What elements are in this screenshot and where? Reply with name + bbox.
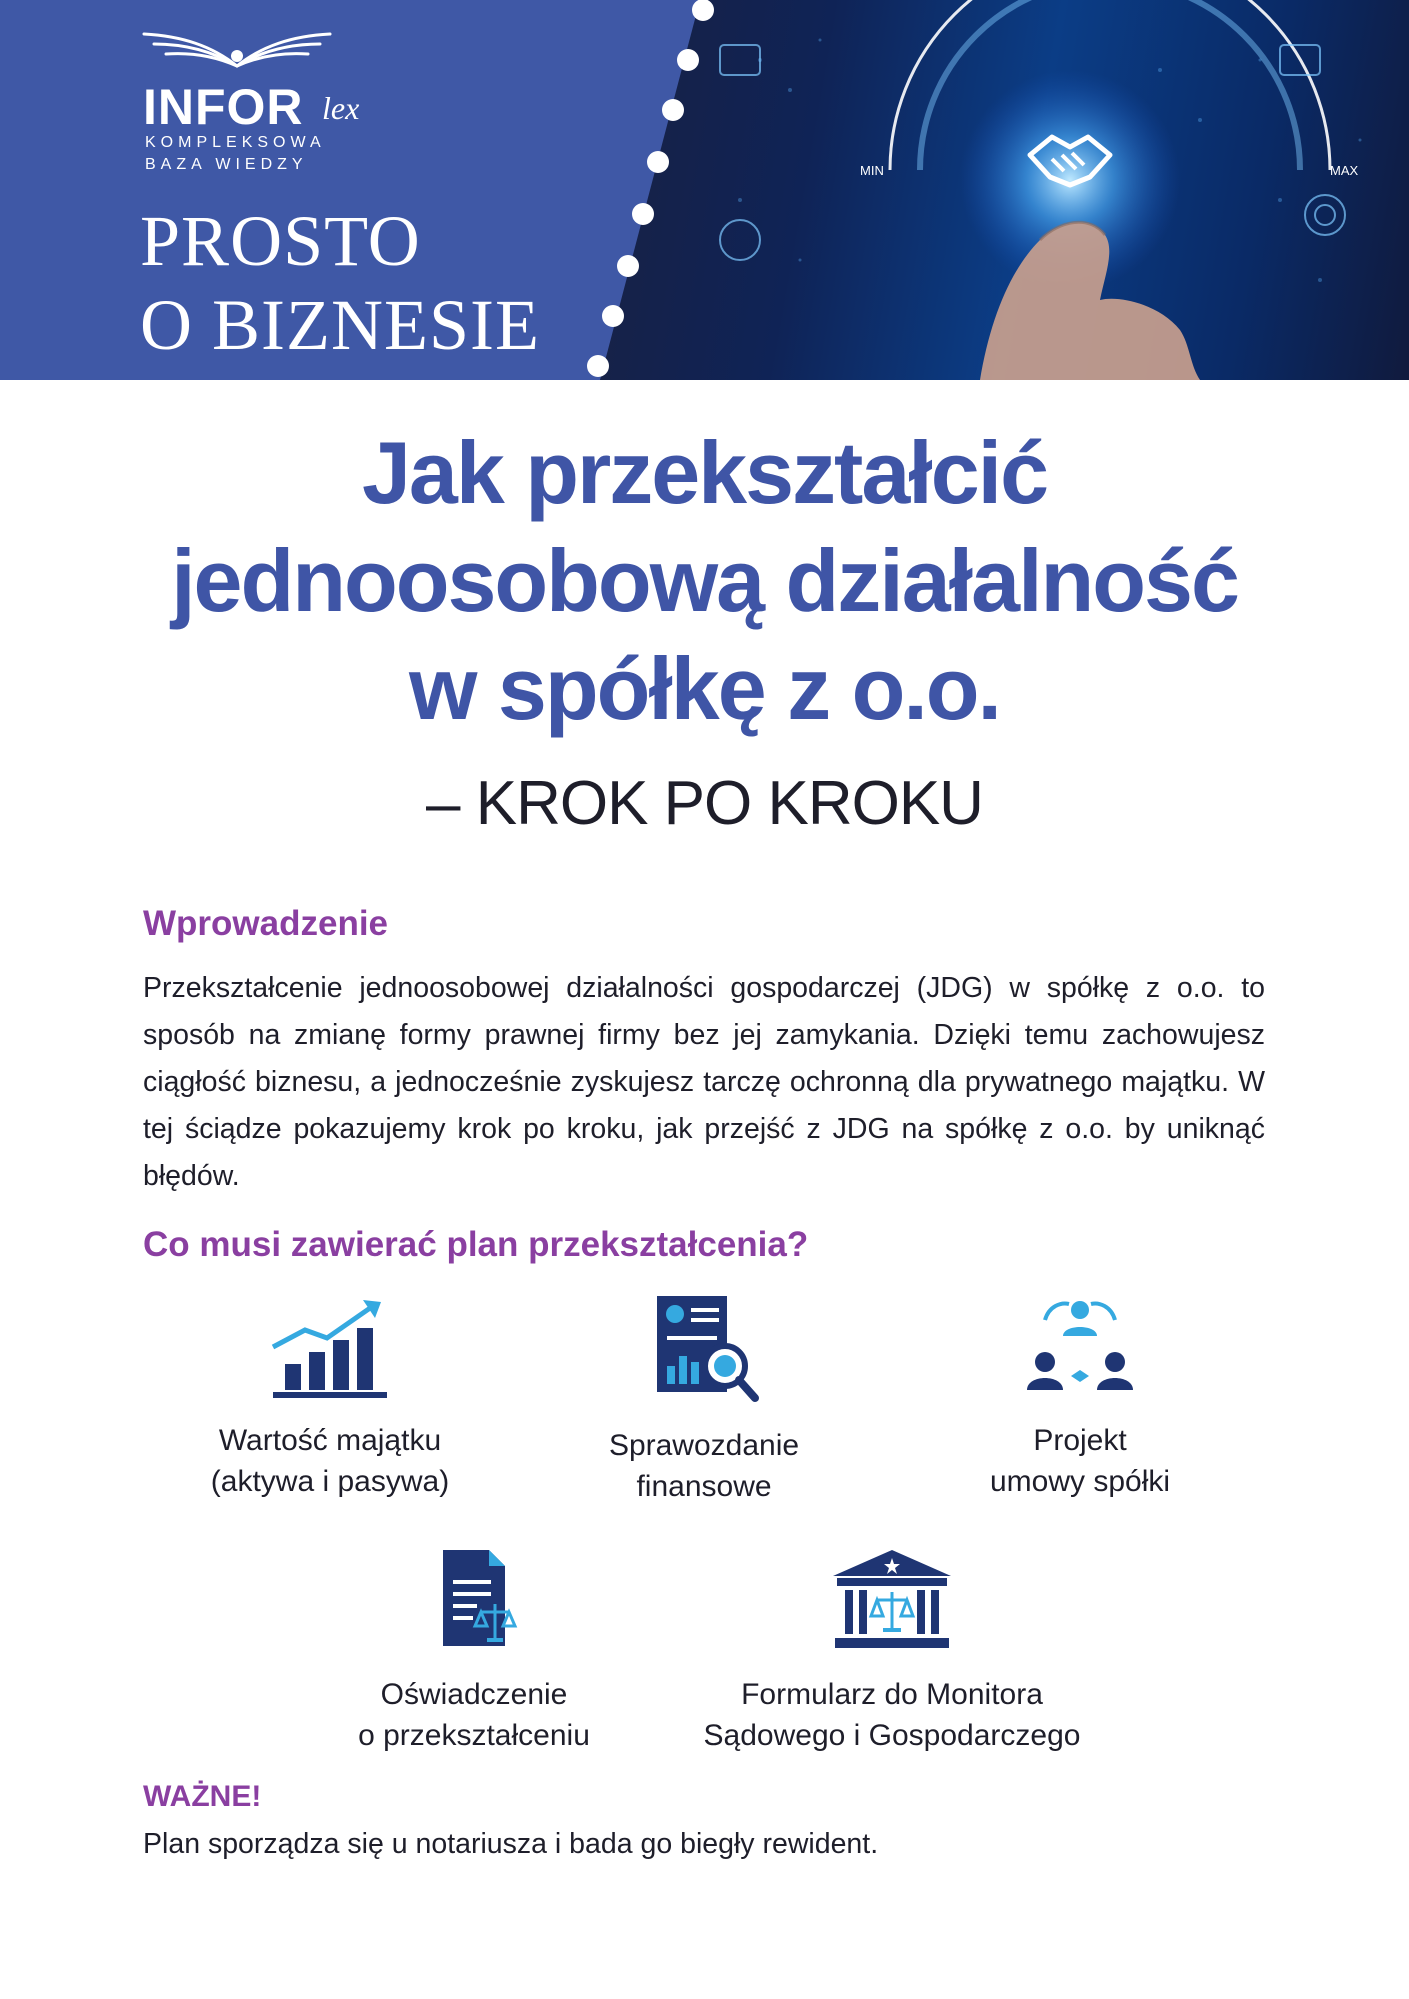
header-title-line2: O BIZNESIE	[140, 285, 540, 365]
dotted-divider	[0, 0, 720, 380]
plan-item-5-line2: Sądowego i Gospodarczego	[703, 1719, 1081, 1752]
intro-heading: Wprowadzenie	[143, 904, 389, 943]
important-text: Plan sporządza się u notariusza i bada go biegły rewident.	[143, 1828, 879, 1860]
plan-heading: Co musi zawierać plan przekształcenia?	[143, 1225, 809, 1264]
gauge-max-label: MAX	[1330, 163, 1359, 178]
team-agreement-icon	[1015, 1292, 1145, 1402]
main-title-line1: Jak przekształcić	[361, 423, 1048, 522]
plan-item-3-line2: umowy spółki	[989, 1465, 1171, 1498]
financial-report-icon	[639, 1292, 769, 1407]
brand-suffix: lex	[322, 90, 360, 126]
subtitle: – KROK PO KROKU	[426, 769, 983, 838]
intro-text: Przekształcenie jednoosobowej działalności gospodarczej (JDG) w spółkę z o.o. to sposób na zmianę formy prawnej firmy bez jej zamykania. Dzięki temu zachowujesz ciągłość biznesu, a jednocześnie zyskujesz tarczę ochronną dla prywatnego majątku. W tej ściądze pokazujemy krok po kroku, jak przejść z JDG na spółkę z o.o. by uniknąć błędów.	[143, 972, 1265, 1192]
plan-item-court-monitor-form	[702, 1546, 1082, 1756]
plan-item-articles-draft	[890, 1292, 1270, 1502]
courthouse-icon	[827, 1546, 957, 1656]
header-title-line1: PROSTO	[140, 201, 421, 281]
header-banner	[0, 0, 1409, 380]
plan-item-financial-statement	[514, 1292, 894, 1507]
legal-document-icon	[409, 1546, 539, 1656]
plan-item-3-line1: Projekt	[1033, 1424, 1127, 1457]
main-title-line2: jednoosobową działalność	[171, 531, 1238, 630]
brand-name: INFOR	[143, 79, 304, 135]
brand-tagline-1: KOMPLEKSOWA	[145, 134, 326, 151]
plan-item-2-line1: Sprawozdanie	[608, 1429, 800, 1462]
gauge-min-label: MIN	[860, 163, 884, 178]
main-title-line3: w spółkę z o.o.	[409, 639, 1000, 738]
plan-item-1-line1: Wartość majątku	[218, 1424, 442, 1457]
brand-tagline-2: BAZA WIEDZY	[145, 156, 308, 173]
plan-item-transformation-statement	[284, 1546, 664, 1756]
plan-item-asset-value	[140, 1292, 520, 1502]
plan-item-1-line2: (aktywa i pasywa)	[210, 1465, 450, 1498]
plan-item-2-line2: finansowe	[636, 1470, 772, 1503]
important-label: WAŻNE!	[143, 1780, 262, 1813]
plan-item-4-line2: o przekształceniu	[358, 1719, 590, 1752]
bar-chart-growth-icon	[265, 1292, 395, 1402]
plan-item-5-line1: Formularz do Monitora	[741, 1678, 1043, 1711]
plan-item-4-line1: Oświadczenie	[380, 1678, 568, 1711]
